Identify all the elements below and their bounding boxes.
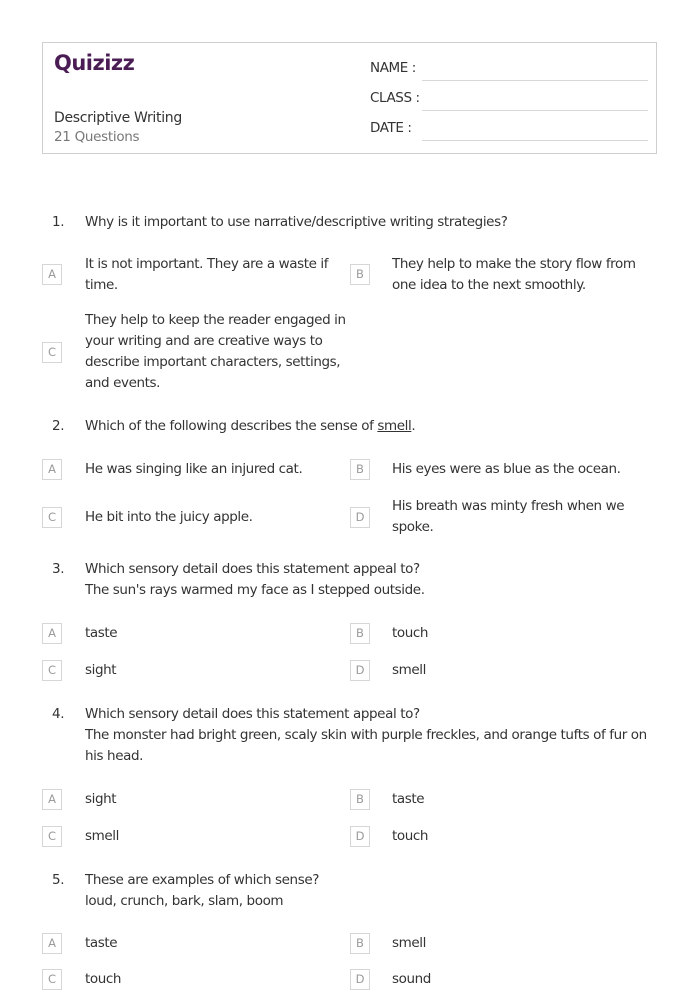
date-label: DATE : — [370, 120, 412, 136]
option-letter-box: C — [42, 969, 62, 990]
option-text: touch — [392, 828, 429, 844]
option-text: His breath was minty fresh when we spoke. — [392, 498, 625, 535]
name-label: NAME : — [370, 60, 416, 76]
date-field — [370, 119, 648, 141]
question-text: Which of the following describes the sense of smell. — [85, 418, 416, 434]
question-count: 21 Questions — [54, 129, 140, 145]
option-letter-box: A — [42, 459, 62, 480]
name-field — [370, 59, 648, 81]
worksheet-title: Descriptive Writing — [54, 110, 182, 126]
option-letter-box: A — [42, 264, 62, 285]
option-letter-box: B — [350, 933, 370, 954]
class-line — [422, 110, 648, 111]
option-letter-box: B — [350, 459, 370, 480]
class-field — [370, 89, 648, 111]
option-text: smell — [85, 828, 119, 844]
option-text: sight — [85, 662, 117, 678]
option-letter-box: D — [350, 660, 370, 681]
option-text: They help to make the story flow from one idea to the next smoothly. — [392, 256, 636, 293]
option-letter-box: A — [42, 623, 62, 644]
question-number: 2. — [52, 418, 65, 434]
option-letter-box: C — [42, 507, 62, 528]
option-text: smell — [392, 935, 426, 951]
option-text: sight — [85, 791, 117, 807]
question-text: Why is it important to use narrative/descriptive writing strategies? — [85, 214, 508, 230]
question-number: 3. — [52, 561, 65, 577]
option-text: sound — [392, 971, 431, 987]
option-text: taste — [85, 935, 118, 951]
question-text-line-2: loud, crunch, bark, slam, boom — [85, 893, 284, 909]
option-text: touch — [85, 971, 122, 987]
question-number: 5. — [52, 872, 65, 888]
underlined-word: smell — [377, 418, 412, 434]
worksheet-header — [42, 42, 657, 154]
option-text: They help to keep the reader engaged in your writing and are creative ways to describe important characters, settings, and events. — [85, 312, 346, 391]
option-letter-box: B — [350, 264, 370, 285]
option-letter-box: D — [350, 969, 370, 990]
option-letter-box: C — [42, 342, 62, 363]
option-text: He bit into the juicy apple. — [85, 509, 253, 525]
option-letter-box: B — [350, 623, 370, 644]
question-text-line-1: These are examples of which sense? — [85, 872, 320, 888]
question-number: 1. — [52, 214, 65, 230]
option-letter-box: D — [350, 826, 370, 847]
question-number: 4. — [52, 706, 65, 722]
option-letter-box: D — [350, 507, 370, 528]
option-letter-box: B — [350, 789, 370, 810]
option-text: touch — [392, 625, 429, 641]
date-line — [422, 140, 648, 141]
question-text-line-2: The monster had bright green, scaly skin with purple freckles, and orange tufts of fur on his head. — [85, 727, 647, 764]
option-text: smell — [392, 662, 426, 678]
quizizz-logo: Quizizz — [54, 51, 135, 75]
option-letter-box: A — [42, 789, 62, 810]
question-text-line-1: Which sensory detail does this statement appeal to? — [85, 561, 420, 577]
option-letter-box: C — [42, 660, 62, 681]
option-text: It is not important. They are a waste if time. — [85, 256, 329, 293]
class-label: CLASS : — [370, 90, 420, 106]
question-text-line-2: The sun's rays warmed my face as I stepped outside. — [85, 582, 425, 598]
name-line — [422, 80, 648, 81]
option-letter-box: C — [42, 826, 62, 847]
question-text-line-1: Which sensory detail does this statement appeal to? — [85, 706, 420, 722]
option-text: He was singing like an injured cat. — [85, 461, 303, 477]
option-text: taste — [85, 625, 118, 641]
option-letter-box: A — [42, 933, 62, 954]
option-text: His eyes were as blue as the ocean. — [392, 461, 621, 477]
option-text: taste — [392, 791, 425, 807]
